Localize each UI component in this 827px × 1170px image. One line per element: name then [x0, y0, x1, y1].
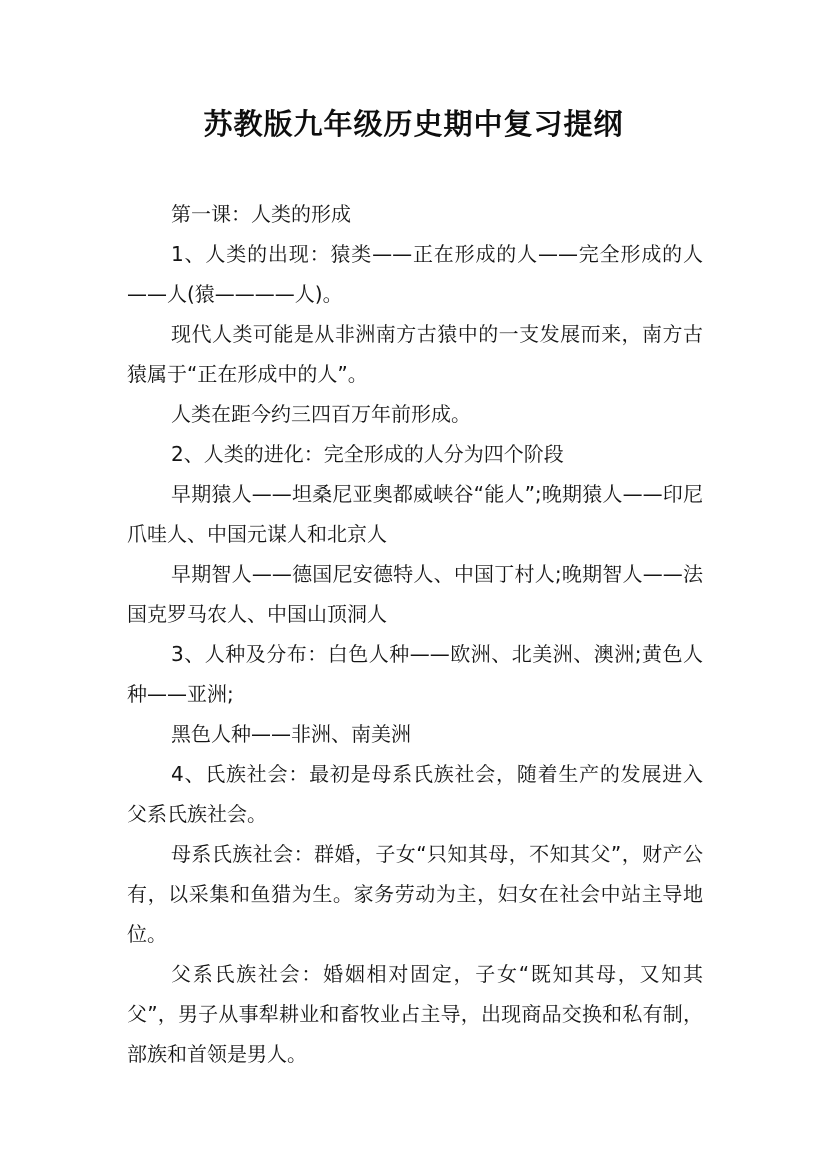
- paragraph-patriarchal-society: 父系氏族社会：婚姻相对固定，子女“既知其母，又知其父”，男子从事犁耕业和畜牧业占主导，出现商品交换和私有制，部族和首领是男人。: [127, 962, 703, 1066]
- paragraph-lesson-heading: 第一课：人类的形成: [171, 202, 351, 226]
- paragraph-human-emergence: 1、人类的出现：猿类——正在形成的人——完全形成的人——人(猿————人)。: [127, 242, 703, 306]
- paragraph-races-distribution: 3、人种及分布：白色人种——欧洲、北美洲、澳洲;黄色人种——亚洲;: [127, 642, 703, 706]
- paragraph-black-race: 黑色人种——非洲、南美洲: [171, 722, 411, 746]
- paragraph-clan-society: 4、氏族社会：最初是母系氏族社会，随着生产的发展进入父系氏族社会。: [127, 762, 703, 826]
- paragraph-human-evolution: 2、人类的进化：完全形成的人分为四个阶段: [171, 442, 564, 466]
- paragraph-matriarchal-society: 母系氏族社会：群婚，子女“只知其母，不知其父”，财产公有，以采集和鱼猎为生。家务劳动为主，妇女在社会中站主导地位。: [127, 842, 703, 946]
- paragraph-apemen: 早期猿人——坦桑尼亚奥都威峡谷“能人”;晚期猿人——印尼爪哇人、中国元谋人和北京人: [127, 482, 703, 546]
- document-body: [127, 194, 703, 1074]
- paragraph-formation-time: 人类在距今约三四百万年前形成。: [171, 402, 471, 426]
- paragraph-homo-sapiens: 早期智人——德国尼安德特人、中国丁村人;晚期智人——法国克罗马农人、中国山顶洞人: [127, 562, 703, 626]
- paragraph-modern-human-origin: 现代人类可能是从非洲南方古猿中的一支发展而来，南方古猿属于“正在形成中的人”。: [127, 322, 703, 386]
- document-title: 苏教版九年级历史期中复习提纲: [203, 107, 624, 141]
